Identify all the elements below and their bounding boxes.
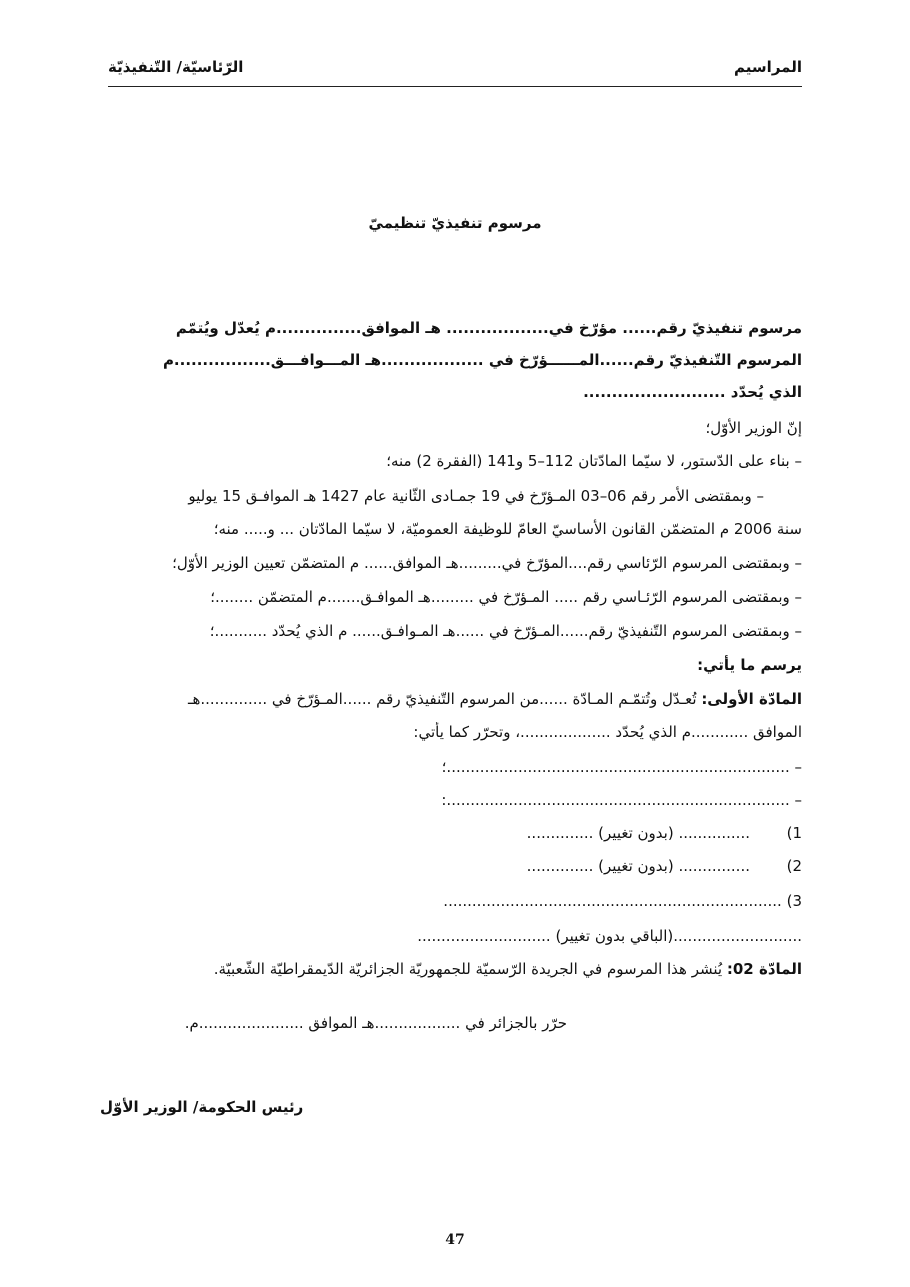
body-line-executive-decree: – وبمقتضى المرسوم التّنفيذيّ رقم......المـؤرّخ في ......هـ المـوافـق...... م الذي يُحدّد ...........؛ [209,622,802,640]
article-1-dash-2: – ........................................................................: [441,791,802,809]
document-title: مرسوم تنفيذيّ تنظيميّ [368,214,542,232]
done-at-line: حرّر بالجزائر في ..................هـ الموافق ......................م. [184,1014,567,1032]
body-line-ordinance: – وبمقتضى الأمر رقم 06–03 المـؤرّخ في 19 جمـادى الثّانية عام 1427 هـ الموافـق 15 يوليو [188,487,764,505]
article-1-line-2: الموافق ............م الذي يُحدّد ...................، وتحرّر كما يأتي: [413,723,802,741]
item-2-text: ............... (بدون تغيير) .............. [526,857,750,875]
article-1-dash-1: – ........................................................................؛ [441,758,802,776]
item-2-number: 2) [786,857,802,875]
page-number: 47 [445,1232,465,1248]
item-3: 3) ....................................................................... [443,892,802,910]
heading-line-1: مرسوم تنفيذيّ رقم...... مؤرّخ في.................. هـ الموافق...............م يُعدّل ويُتمّم [175,319,802,337]
item-1-text: ............... (بدون تغيير) .............. [526,824,750,842]
article-1-label: المادّة الأولى: [701,690,802,708]
body-line-constitution: – بناء على الدّستور، لا سيّما المادّتان 112–5 و141 (الفقرة 2) منه؛ [386,452,802,470]
header-divider [108,86,802,87]
article-2-label: المادّة 02: [726,960,802,978]
article-1-line-1 [100,689,802,709]
header-category: الرّئاسيّة/ التّنفيذيّة [108,58,244,76]
heading-line-2: المرسوم التّنفيذيّ رقم......المــــــؤرّخ في ..................هـ المـــوافـــق.................م [162,351,802,369]
signature: رئيس الحكومة/ الوزير الأوّل [100,1098,304,1116]
article-2 [108,959,802,979]
body-line-preamble: إنّ الوزير الأوّل؛ [705,419,802,437]
heading-line-3: الذي يُحدّد ......................... [583,383,802,401]
decree-phrase: يرسم ما يأتي: [697,656,802,674]
article-1-rest: ...........................(الباقي بدون تغيير) ............................ [417,927,802,945]
item-1-number: 1) [786,824,802,842]
body-line-presidential-decree-1: – وبمقتضى المرسوم الرّئاسي رقم....المؤرّخ في.........هـ الموافق...... م المتضمّن تعيين الوزير الأوّل؛ [172,554,802,572]
body-line-presidential-decree-2: – وبمقتضى المرسوم الرّئـاسي رقم ..... المـؤرّخ في .........هـ الموافـق.......م المتضمّن ........؛ [210,588,802,606]
body-line-ordinance-cont: سنة 2006 م المتضمّن القانون الأساسيّ العامّ للوظيفة العموميّة، لا سيّما المادّتان ... و..... منه؛ [213,520,802,538]
article-2-text: يُنشر هذا المرسوم في الجريدة الرّسميّة للجمهوريّة الجزائريّة الدّيمقراطيّة الشّعبيّة. [213,960,723,978]
header-section-title: المراسيم [734,58,802,76]
article-1-text: تُعـدّل وتُتمّـم المـادّة ......من المرسوم التّنفيذيّ رقم ......المـؤرّخ في ..............هـ [188,690,697,708]
